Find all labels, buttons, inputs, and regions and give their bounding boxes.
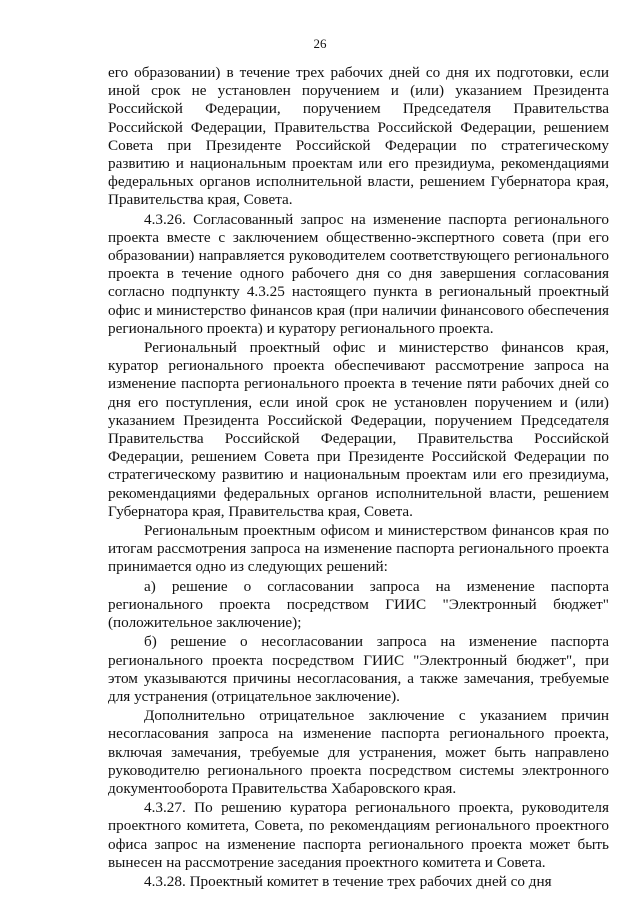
paragraph: 4.3.26. Согласованный запрос на изменение паспорта регионального проекта вместе с заключением общественно-экспертного совета (при его образовании) направляется руководителем соответствующего регионального проекта в течение одного рабочего дня со дня завершения согласования согласно подпункту 4.3.25 настоящего пункта в региональный проектный офис и министерство финансов края (при наличии финансового обеспечения регионального проекта) и куратору регионального проекта. bbox=[108, 210, 609, 337]
paragraph: 4.3.27. По решению куратора регионального проекта, руководителя проектного комитета, Совета, по рекомендациям регионального проектного офиса запрос на изменение паспорта регионального проекта может быть вынесен на рассмотрение заседания проектного комитета и Совета. bbox=[108, 799, 609, 871]
document-body bbox=[108, 64, 609, 892]
page-number: 26 bbox=[313, 36, 327, 51]
paragraph: Дополнительно отрицательное заключение с указанием причин несогласования запроса на изменение паспорта регионального проекта, включая замечания, требуемые для устранения, может быть направлено руководителю регионального проекта посредством системы электронного документооборота Правительства Хабаровского края. bbox=[108, 707, 609, 797]
paragraph: его образовании) в течение трех рабочих дней со дня их подготовки, если иной срок не установлен поручением и (или) указанием Президента Российской Федерации, поручением Председателя Правительства Российской Федерации, Правительства Российской Федерации, решением Совета при Президенте Российской Федерации по стратегическому развитию и национальным проектам или его президиума, рекомендациями федеральных органов исполнительной власти, решением Губернатора края, Правительства края, Совета. bbox=[108, 64, 609, 209]
paragraph: Региональный проектный офис и министерство финансов края, куратор регионального проекта обеспечивают рассмотрение запроса на изменение паспорта регионального проекта в течение пяти рабочих дней со дня его поступления, если иной срок не установлен поручением и (или) указанием Президента Российской Федерации, поручением Председателя Правительства Российской Федерации, Правительства Российской Федерации, решением Совета при Президенте Российской Федерации по стратегическому развитию и национальным проектам или его президиума, рекомендациями федеральных органов исполнительной власти, решением Губернатора края, Правительства края, Совета. bbox=[108, 339, 609, 520]
paragraph: а) решение о согласовании запроса на изменение паспорта регионального проекта посредством ГИИС "Электронный бюджет" (положительное заключение); bbox=[108, 577, 609, 632]
paragraph: б) решение о несогласовании запроса на изменение паспорта регионального проекта посредством ГИИС "Электронный бюджет", при этом указываются причины несогласования, а также замечания, требуемые для устранения (отрицательное заключение). bbox=[108, 633, 609, 705]
paragraph: Региональным проектным офисом и министерством финансов края по итогам рассмотрения запроса на изменение паспорта регионального проекта принимается одно из следующих решений: bbox=[108, 522, 609, 576]
paragraph: 4.3.28. Проектный комитет в течение трех рабочих дней со дня bbox=[144, 872, 552, 890]
